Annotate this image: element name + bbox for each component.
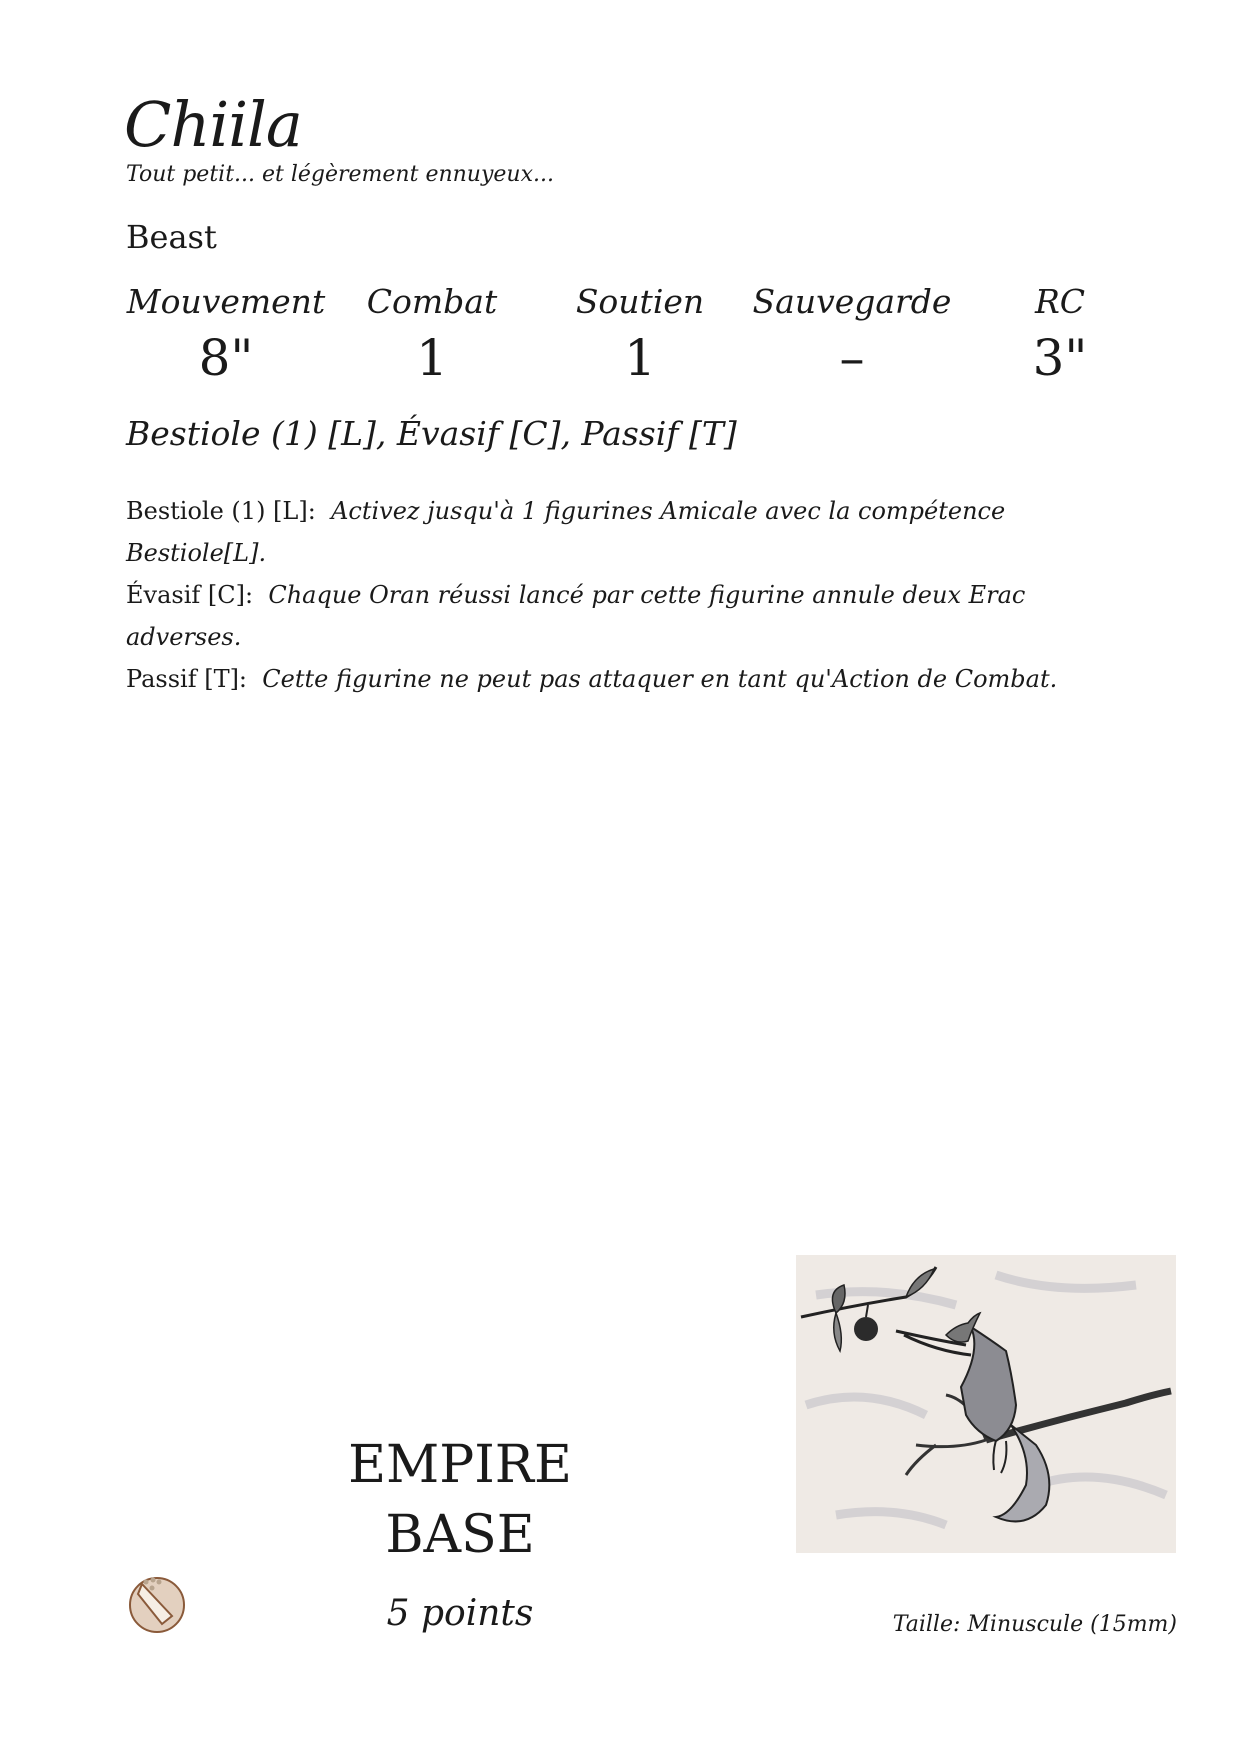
keyword-list: Bestiole (1) [L], Évasif [C], Passif [T] [126, 414, 737, 453]
rule-evasif [126, 574, 1106, 658]
card-subtitle: Tout petit... et légèrement ennuyeux... [126, 162, 554, 187]
stat-label: RC [1034, 282, 1086, 321]
model-size: Taille: Minuscule (15mm) [892, 1612, 1177, 1637]
stat-value: 8" [198, 329, 254, 387]
faction-name: EMPIRE [348, 1435, 572, 1495]
rule-name: Passif [T]: [126, 665, 248, 693]
unit-type: Beast [126, 218, 217, 256]
rule-text: Activez jusqu'à 1 figurines Amicale avec la compétence Bestiole[L]. [126, 497, 1006, 567]
faction-logo-icon [126, 1572, 188, 1634]
rule-text: Chaque Oran réussi lancé par cette figurine annule deux Erac adverses. [126, 581, 1026, 651]
rule-bestiole [126, 490, 1106, 574]
stat-value: – [839, 329, 865, 387]
stat-support [540, 280, 740, 390]
rule-name: Évasif [C]: [126, 581, 254, 609]
stat-movement [126, 280, 326, 390]
stat-label: Soutien [575, 282, 705, 321]
creature-drawing [796, 1255, 1176, 1553]
stat-value: 3" [1032, 329, 1088, 387]
stat-combat [332, 280, 532, 390]
rule-passif [126, 658, 1106, 700]
card-title: Chiila [124, 88, 302, 161]
stat-rc [960, 280, 1160, 390]
stat-label: Combat [366, 282, 498, 321]
stats-row [126, 280, 1106, 400]
stat-value: 1 [416, 329, 448, 387]
rule-name: Bestiole (1) [L]: [126, 497, 316, 525]
stat-value: 1 [624, 329, 656, 387]
faction-sub: BASE [385, 1505, 535, 1565]
stat-label: Mouvement [126, 282, 326, 321]
stat-save [752, 280, 952, 390]
rules-text [126, 490, 1106, 700]
creature-illustration [796, 1255, 1176, 1553]
points-cost: 5 points [386, 1593, 534, 1634]
logo-drawing [126, 1572, 188, 1634]
stat-label: Sauvegarde [752, 282, 952, 321]
rule-text: Cette figurine ne peut pas attaquer en tant qu'Action de Combat. [262, 665, 1058, 693]
